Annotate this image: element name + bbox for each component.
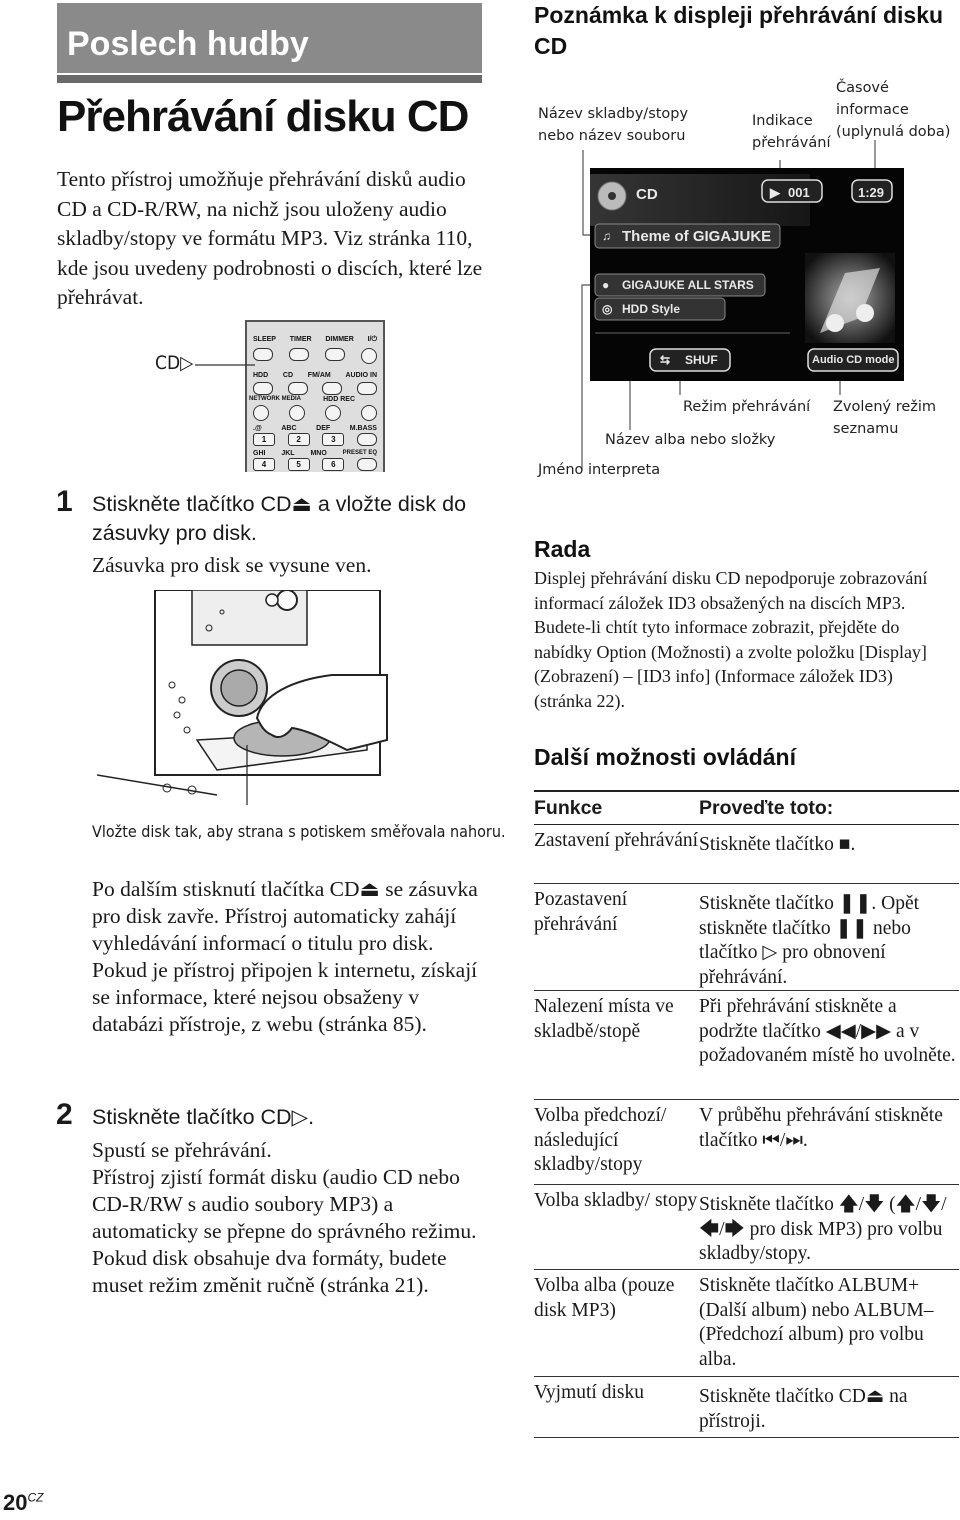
stop-key [361,405,377,421]
remote-key-label: HDD [253,372,269,379]
page-locale: CZ [27,1490,44,1505]
header-function: Funkce [534,796,603,819]
table-row [534,825,959,884]
numeric-key: 1 [253,433,275,446]
callout-play-mode: Režim přehrávání [683,399,811,415]
function-cell: Nalezení místa ve skladbě/stopě [534,996,674,1042]
function-cell: Volba předchozí/ následující skladby/stopy [534,1105,667,1175]
remote-key-label: TIMER [289,336,312,343]
remote-key-label: SLEEP [253,336,276,343]
step-1-title: Stiskněte tlačítko CD⏏ a vložte disk do zásuvky pro disk. [92,492,467,545]
step-2-result: Spustí se přehrávání. [92,1138,272,1162]
step-1-result: Zásuvka pro disk se vysune ven. [92,553,372,577]
music-note-icon: ♫ [602,229,611,243]
sleep-key [253,348,273,361]
page-number-value: 20 [3,1490,28,1515]
remote-key-label: HDD REC [323,396,355,403]
display-note-title: Poznámka k displeji přehrávání disku CD [534,2,944,59]
mbass-key [357,433,377,446]
numeric-key: 5 [288,458,310,471]
screen-album: HDD Style [622,302,681,316]
repeat-shuffle-icon: ⇆ [660,353,671,367]
callout-track-name: Název skladby/stopy nebo název souboru [538,106,689,144]
screen-track-name: Theme of GIGAJUKE [622,228,772,245]
pause-key [325,405,341,421]
functions-table [534,790,959,1438]
remote-key-label: ABC [281,425,297,432]
header-action: Proveďte toto: [699,796,834,819]
album-icon: ◎ [602,302,613,316]
step-2-title: Stiskněte tlačítko CD▷. [92,1105,315,1129]
table-row [534,884,959,991]
callout-indication: Indikace přehrávání [752,113,831,151]
callout-list-mode: Zvolený režim seznamu [833,399,937,437]
intro-paragraph: Tento přístroj umožňuje přehrávání disků audio CD a CD-R/RW, na nichž jsou uloženy audio skladby/stopy ve formátu MP3. Viz stránka 110, kde jsou uvedeny podrobnosti o discích, které lze přehrávat. [57,167,483,309]
screen-time: 1:29 [858,185,885,200]
function-cell: Volba skladby/ stopy [534,1190,698,1211]
remote-key-label: PRESET EQ [342,450,377,456]
function-cell: Zastavení přehrávání [534,830,699,851]
step-2-extra: Přístroj zjistí formát disku (audio CD nebo CD-R/RW s audio soubory MP3) a automaticky se přepne do správného režimu. Pokud disk obsahuje dva formáty, budete muset režim změnit ručně (stránka 21). [92,1165,477,1297]
function-cell: Pozastavení přehrávání [534,889,628,935]
action-cell: Stiskněte tlačítko ■. [699,834,856,855]
table-row [534,1270,959,1377]
remote-key-label: AUDIO IN [345,372,377,379]
section-title: Poslech hudby [67,25,309,63]
audio-in-key [357,382,377,395]
photo-caption: Vložte disk tak, aby strana s potiskem směřovala nahoru. [92,822,506,841]
numeric-key: 3 [322,433,344,446]
power-key [361,348,377,364]
action-cell: Stiskněte tlačítko ALBUM+ (Další album) nebo ALBUM– (Předchozí album) pro volbu alba. [699,1275,934,1370]
remote-key-label: GHI [253,450,266,457]
action-cell: V průběhu přehrávání stiskněte tlačítko ⏮/⏭. [699,1105,943,1151]
hdd-key [253,382,273,395]
remote-key-label: DIMMER [325,336,354,343]
step-number: 1 [56,485,73,518]
cd-key [288,382,308,395]
step-number: 2 [56,1098,73,1131]
cd-playback-screen [590,168,904,381]
preset-eq-key [357,458,377,471]
remote-control-illustration [245,320,385,472]
section-banner [57,3,482,73]
remote-key-label: M.BASS [349,425,377,432]
power-icon: I/⏻ [367,336,377,343]
action-cell: Stiskněte tlačítko ❚❚. Opět stiskněte tlačítko ❚❚ nebo tlačítko ▷ pro obnovení přehrávání. [699,893,920,988]
table-row [534,1377,959,1438]
screen-play-mode: SHUF [685,353,718,367]
remote-key-label: NETWORK MEDIA [249,396,301,402]
more-options-title: Další možnosti ovládání [534,744,796,770]
action-cell: Při přehrávání stiskněte a podržte tlačítko ◀◀/▶▶ a v požadovaném místě ho uvolněte. [699,996,956,1066]
remote-key-label: MNO [310,450,327,457]
screen-list-mode: Audio CD mode [812,354,895,366]
remote-pointer-line [195,355,255,375]
remote-key-label: JKL [281,450,295,457]
callout-artist: Jméno interpreta [538,462,661,478]
network-media-key [253,405,269,421]
tip-text: Displej přehrávání disku CD nepodporuje zobrazování informací záložek ID3 obsažených na discích MP3. Budete-li chtít tyto informace zobrazit, přejděte do nabídky Option (Možnosti) a zvolte položku [Display] (Zobrazení) – [ID3 info] (Informace záložek ID3) (stránka 22). [534,568,928,711]
disc-tray-illustration [97,590,392,805]
remote-key-label: DEF [316,425,331,432]
callout-time: Časové informace (uplynulá doba) [836,80,951,140]
table-row [534,1100,959,1185]
play-indicator-icon: ▶ [770,185,780,200]
function-cell: Volba alba (pouze disk MP3) [534,1275,675,1321]
table-header [534,790,959,825]
remote-key-label: .@ [253,425,262,432]
action-cell: Stiskněte tlačítko CD⏏ na přístroji. [699,1386,908,1432]
dimmer-key [325,348,345,361]
step-1-after-text: Po dalším stisknutí tlačítka CD⏏ se zásuvka pro disk zavře. Přístroj automaticky zahájí vyhledávání informací o titulu pro disk. Pokud je přístroj připojen k internetu, získají se informace, které nejsou obsaženy v databázi přístroje, z webu (stránka 85). [92,877,478,1036]
action-cell: Stiskněte tlačítko 🡅/🡇 (🡅/🡇/🡄/🡆 pro disk MP3) pro volbu skladby/stopy. [699,1194,947,1264]
artist-icon: ● [602,278,610,292]
timer-key [289,348,309,361]
table-row [534,1185,959,1270]
tip-title: Rada [534,536,591,562]
numeric-key: 4 [253,458,275,471]
screen-track-number: 001 [788,185,810,200]
numeric-key: 2 [288,433,310,446]
numeric-key: 6 [322,458,344,471]
screen-source: CD [636,186,658,203]
table-row [534,991,959,1100]
function-cell: Vyjmutí disku [534,1382,644,1403]
callout-album: Název alba nebo složky [605,432,776,448]
screen-artist: GIGAJUKE ALL STARS [622,278,754,292]
remote-key-label: CD [282,372,294,379]
banner-underline [57,75,482,83]
cd-play-button-label: CD▷ [155,352,194,374]
record-key [289,405,305,421]
remote-key-label: FM/AM [307,372,331,379]
page-title: Přehrávání disku CD [57,92,469,141]
fmam-key [322,382,342,395]
page-number [3,1490,43,1516]
